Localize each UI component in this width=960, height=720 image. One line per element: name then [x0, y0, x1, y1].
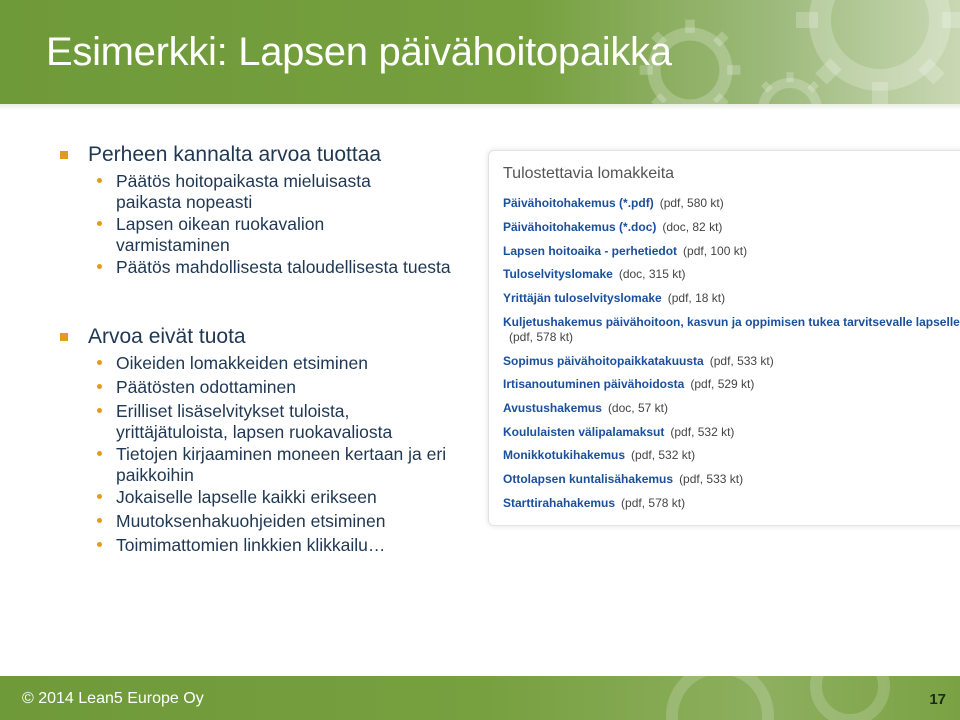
subitem: Jokaiselle lapselle kaikki erikseen	[116, 487, 377, 507]
dot-bullet-icon	[97, 178, 102, 183]
dot-bullet-icon	[97, 221, 102, 226]
header-shadow	[0, 104, 960, 110]
subitem: Päätösten odottaminen	[116, 377, 296, 397]
dot-bullet-icon	[97, 264, 102, 269]
form-link[interactable]: Tuloselvityslomake (doc, 315 kt)	[503, 267, 686, 281]
form-link[interactable]: Sopimus päivähoitopaikkatakuusta (pdf, 533 kt)	[503, 354, 774, 368]
form-link[interactable]: Päivähoitohakemus (*.doc) (doc, 82 kt)	[503, 220, 723, 234]
subitem: Päätös hoitopaikasta mieluisasta paikasta nopeasti	[116, 171, 371, 212]
bullet-heading-value: Perheen kannalta arvoa tuottaa	[88, 143, 382, 166]
slide-title: Esimerkki: Lapsen päivähoitopaikka	[46, 30, 672, 74]
subitem: Lapsen oikean ruokavalion varmistaminen	[116, 214, 325, 255]
square-bullet-icon	[60, 333, 68, 341]
dot-bullet-icon	[97, 542, 102, 547]
forms-panel	[488, 150, 960, 526]
slide-footer	[0, 676, 960, 720]
dot-bullet-icon	[97, 384, 102, 389]
dot-bullet-icon	[97, 360, 102, 365]
form-link[interactable]: Irtisanoutuminen päivähoidosta (pdf, 529 kt)	[503, 377, 755, 391]
dot-bullet-icon	[97, 518, 102, 523]
form-link[interactable]: Koululaisten välipalamaksut (pdf, 532 kt)	[503, 425, 735, 439]
subitem: Toimimattomien linkkien klikkailu…	[116, 535, 386, 555]
page-number: 17	[929, 691, 946, 708]
dot-bullet-icon	[97, 451, 102, 456]
form-link[interactable]: Yrittäjän tuloselvityslomake (pdf, 18 kt)	[503, 291, 726, 305]
form-link[interactable]: Kuljetushakemus päivähoitoon, kasvun ja oppimisen tukea tarvitsevalle lapselle	[503, 315, 960, 329]
form-link[interactable]: Avustushakemus (doc, 57 kt)	[503, 401, 668, 415]
forms-panel-title: Tulostettavia lomakkeita	[503, 165, 675, 182]
form-link[interactable]: Päivähoitohakemus (*.pdf) (pdf, 580 kt)	[503, 196, 724, 210]
form-link[interactable]: Monikkotukihakemus (pdf, 532 kt)	[503, 448, 696, 462]
subitem: Muutoksenhakuohjeiden etsiminen	[116, 511, 386, 531]
dot-bullet-icon	[97, 408, 102, 413]
subitem: Päätös mahdollisesta taloudellisesta tuesta	[116, 257, 451, 277]
form-link[interactable]: Lapsen hoitoaika - perhetiedot (pdf, 100 kt)	[503, 244, 748, 258]
footer-copyright: © 2014 Lean5 Europe Oy	[22, 690, 204, 707]
subitem: Erilliset lisäselvitykset tuloista, yrittäjätuloista, lapsen ruokavaliosta	[116, 401, 393, 442]
slide-header	[0, 0, 960, 104]
subitem: Tietojen kirjaaminen moneen kertaan ja eri paikkoihin	[116, 444, 447, 485]
form-link-info: (pdf, 578 kt)	[509, 330, 574, 344]
form-link[interactable]: Starttirahahakemus (pdf, 578 kt)	[503, 496, 686, 510]
form-link[interactable]: Ottolapsen kuntalisähakemus (pdf, 533 kt)	[503, 472, 744, 486]
dot-bullet-icon	[97, 494, 102, 499]
subitem: Oikeiden lomakkeiden etsiminen	[116, 353, 368, 373]
square-bullet-icon	[60, 151, 68, 159]
bullet-heading-no-value: Arvoa eivät tuota	[88, 325, 246, 348]
